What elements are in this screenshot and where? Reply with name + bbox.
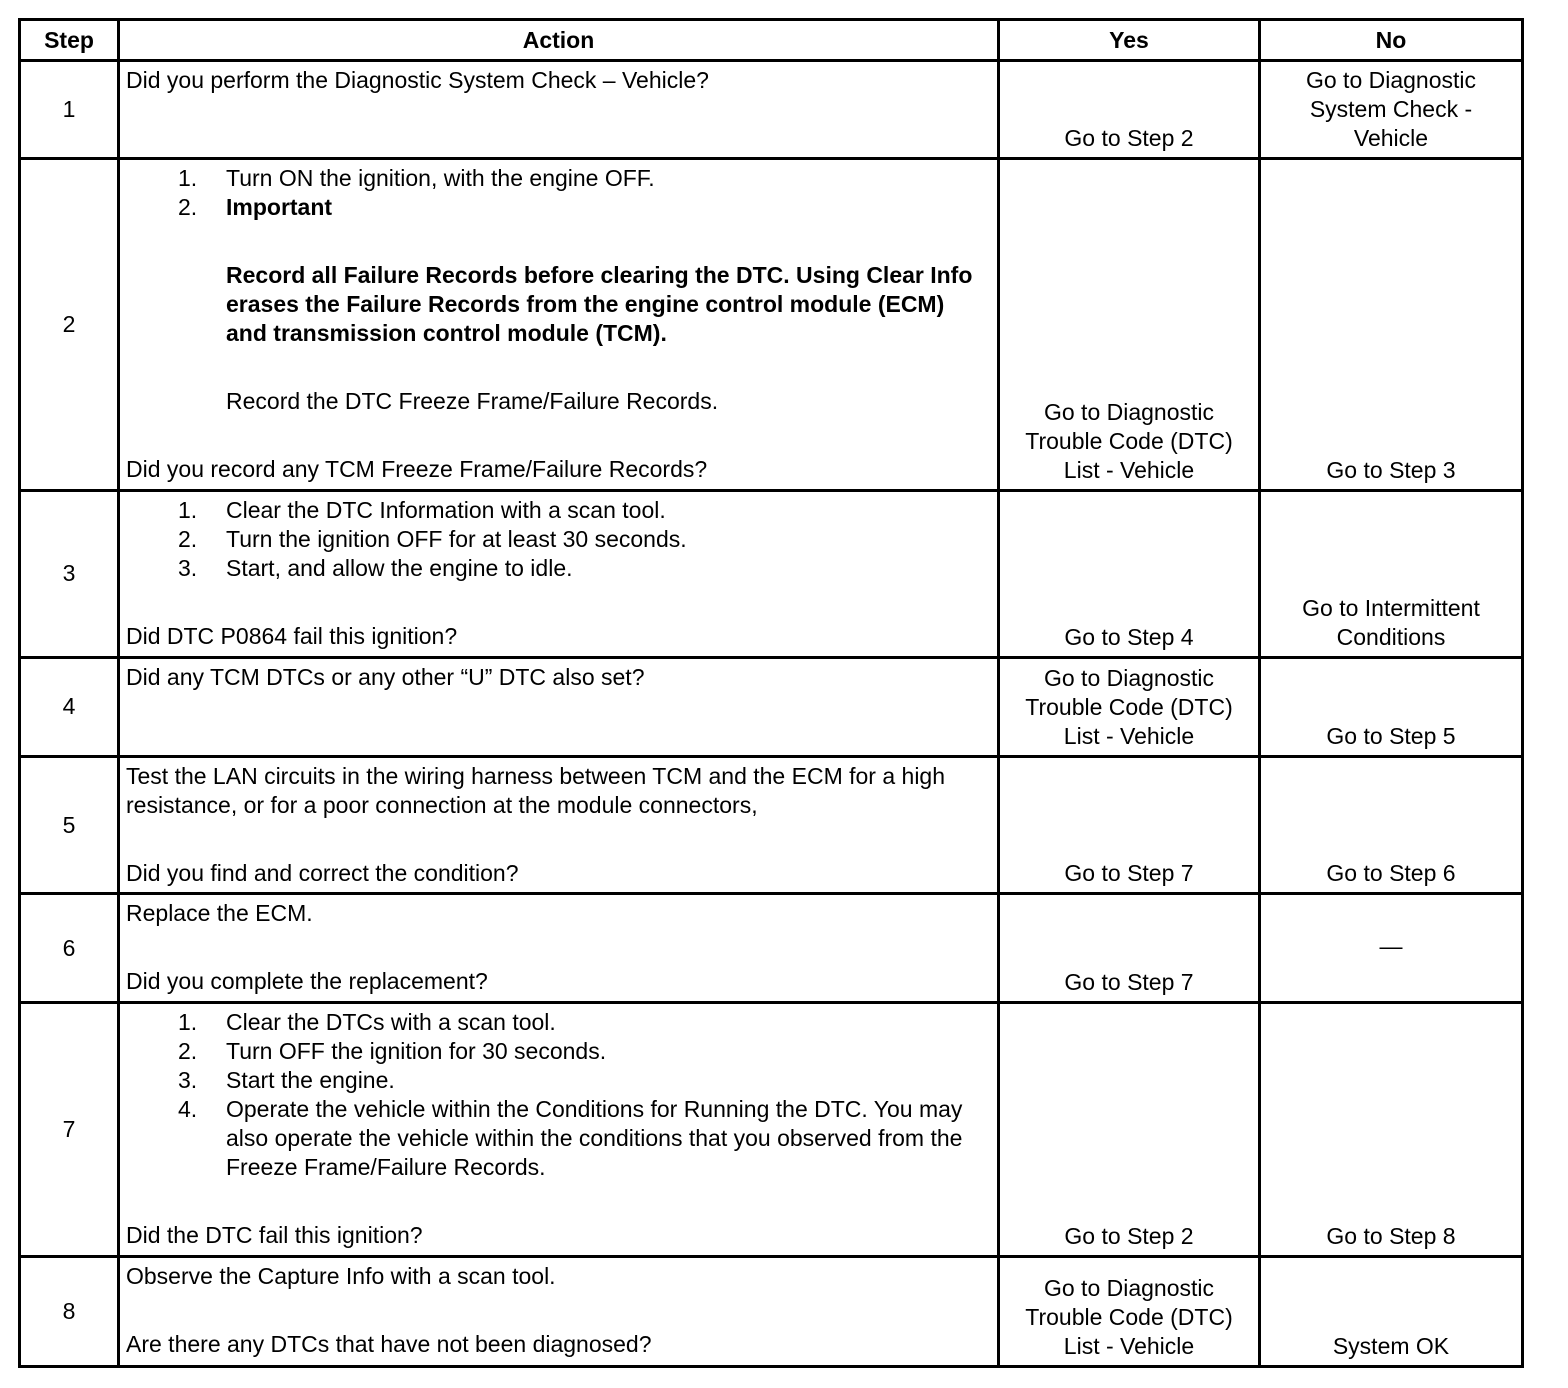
question-text: Are there any DTCs that have not been diagnosed? — [126, 1330, 652, 1357]
yes-cell: Go to Step 7 — [999, 757, 1260, 894]
list-item: 4. Operate the vehicle within the Conditions for Running the DTC. You may also operate the vehicle within the conditions that you observed from the Freeze Frame/Failure Records. — [178, 1095, 991, 1182]
no-cell: Go to Step 3 — [1260, 159, 1523, 491]
header-action: Action — [119, 20, 999, 61]
no-cell: Go to Step 8 — [1260, 1003, 1523, 1256]
header-step: Step — [20, 20, 119, 61]
important-note: Record all Failure Records before clearing the DTC. Using Clear Info erases the Failure Records from the engine control module (ECM) and transmission control module (TCM). — [226, 262, 973, 347]
table-row — [20, 1256, 1523, 1366]
list-item-text: Clear the DTCs with a scan tool. — [226, 1009, 556, 1036]
list-item-text: Operate the vehicle within the Conditions for Running the DTC. You may also operate the vehicle within the conditions that you observed from the Freeze Frame/Failure Records. — [226, 1096, 963, 1181]
diagnostic-table — [18, 18, 1524, 1368]
table-row — [20, 159, 1523, 491]
step-number: 7 — [20, 1003, 119, 1256]
table-row — [20, 1003, 1523, 1256]
list-item-text: Clear the DTC Information with a scan tool. — [226, 496, 666, 523]
instruction-text: Replace the ECM. — [126, 900, 313, 927]
action-cell — [119, 1003, 999, 1256]
list-item: 1. Clear the DTC Information with a scan tool. — [178, 496, 991, 525]
step-list — [178, 496, 991, 583]
step-list — [178, 1008, 991, 1182]
yes-cell: Go to Diagnostic Trouble Code (DTC) List - Vehicle — [999, 1256, 1260, 1366]
no-cell: Go to Step 5 — [1260, 657, 1523, 756]
action-cell — [119, 61, 999, 159]
instruction-text: Test the LAN circuits in the wiring harness between TCM and the ECM for a high resistance, or for a poor connection at the module connectors, — [126, 763, 946, 819]
yes-cell: Go to Diagnostic Trouble Code (DTC) List - Vehicle — [999, 657, 1260, 756]
question-text: Did any TCM DTCs or any other “U” DTC also set? — [126, 663, 645, 690]
step-number: 6 — [20, 894, 119, 1003]
list-item: 1. Turn ON the ignition, with the engine OFF. — [178, 164, 991, 193]
step-number: 5 — [20, 757, 119, 894]
question-text: Did you perform the Diagnostic System Check – Vehicle? — [126, 67, 709, 93]
question-text: Did the DTC fail this ignition? — [126, 1222, 423, 1249]
list-item: 2. Important Record all Failure Records before clearing the DTC. Using Clear Info erases the Failure Records from the engine control module (ECM) and transmission control module (TCM). Record the DTC Freeze Frame/Failure Records. — [178, 193, 991, 416]
step-list — [178, 164, 991, 416]
list-item: 2. Turn OFF the ignition for 30 seconds. — [178, 1037, 991, 1066]
action-cell — [119, 657, 999, 756]
table-row — [20, 490, 1523, 657]
yes-cell: Go to Step 7 — [999, 894, 1260, 1003]
list-item: 3. Start, and allow the engine to idle. — [178, 554, 991, 583]
step-number: 2 — [20, 159, 119, 491]
no-cell: Go to Diagnostic System Check - Vehicle — [1260, 61, 1523, 159]
question-text: Did you record any TCM Freeze Frame/Failure Records? — [126, 456, 708, 483]
no-cell: System OK — [1260, 1256, 1523, 1366]
header-no: No — [1260, 20, 1523, 61]
no-cell: — — [1260, 894, 1523, 1003]
list-item-text: Start, and allow the engine to idle. — [226, 554, 573, 581]
question-text: Did you find and correct the condition? — [126, 860, 519, 887]
action-cell — [119, 757, 999, 894]
no-cell: Go to Step 6 — [1260, 757, 1523, 894]
step-number: 1 — [20, 61, 119, 159]
header-row — [20, 20, 1523, 61]
action-cell — [119, 490, 999, 657]
action-cell — [119, 1256, 999, 1366]
yes-cell: Go to Diagnostic Trouble Code (DTC) List - Vehicle — [999, 159, 1260, 491]
action-cell — [119, 894, 999, 1003]
step-number: 3 — [20, 490, 119, 657]
important-label: Important — [226, 194, 333, 221]
list-item: 3. Start the engine. — [178, 1066, 991, 1095]
step-number: 4 — [20, 657, 119, 756]
instruction-text: Observe the Capture Info with a scan tool. — [126, 1262, 556, 1289]
yes-cell: Go to Step 2 — [999, 61, 1260, 159]
table-row — [20, 894, 1523, 1003]
step-number: 8 — [20, 1256, 119, 1366]
list-item-text: Turn OFF the ignition for 30 seconds. — [226, 1038, 607, 1065]
list-item-text: Turn ON the ignition, with the engine OFF. — [226, 165, 655, 192]
table-row — [20, 657, 1523, 756]
yes-cell: Go to Step 2 — [999, 1003, 1260, 1256]
list-item: 2. Turn the ignition OFF for at least 30 seconds. — [178, 525, 991, 554]
list-item-text: Start the engine. — [226, 1067, 395, 1094]
instruction-text: Record the DTC Freeze Frame/Failure Records. — [226, 388, 719, 415]
list-item-text: Turn the ignition OFF for at least 30 seconds. — [226, 525, 687, 552]
question-text: Did DTC P0864 fail this ignition? — [126, 622, 458, 649]
table-row — [20, 757, 1523, 894]
header-yes: Yes — [999, 20, 1260, 61]
table-row — [20, 61, 1523, 159]
question-text: Did you complete the replacement? — [126, 968, 488, 995]
yes-cell: Go to Step 4 — [999, 490, 1260, 657]
list-item: 1. Clear the DTCs with a scan tool. — [178, 1008, 991, 1037]
no-cell: Go to Intermittent Conditions — [1260, 490, 1523, 657]
action-cell — [119, 159, 999, 491]
